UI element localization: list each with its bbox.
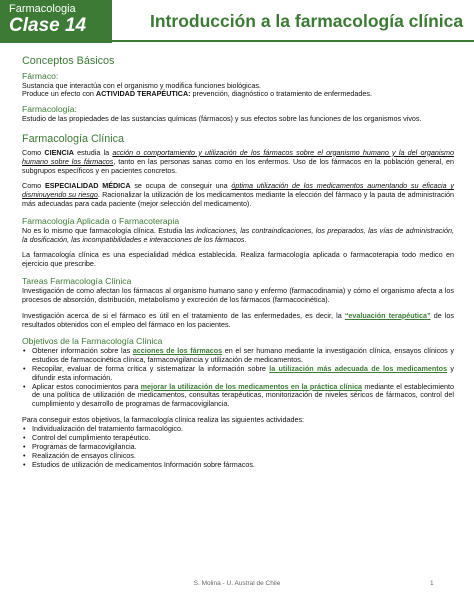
class-number: Clase 14 (9, 15, 87, 36)
heading-farmacologia-clinica: Farmacología Clínica (22, 132, 125, 145)
especialidad-paragraph: La farmacología clínica es una especialidad médica establecida. Realiza farmacología aplicada o farmacoterapia todo medico en ejercicio que prescribe. (22, 250, 454, 269)
page-title: Introducción a la farmacología clínica (150, 11, 464, 31)
heading-tareas: Tareas Farmacología Clínica (22, 276, 132, 287)
page-header (0, 0, 474, 44)
activities-intro: Para conseguir estos objetivos, la farmacología clínica realiza las siguientes actividades: (22, 415, 305, 425)
document-body (22, 55, 454, 470)
subheading-farmacologia: Farmacología: (22, 104, 77, 115)
subheading-farmaco: Fármaco: (22, 71, 59, 81)
list-item: • Estudios de utilización de medicamentos Información sobre fármacos. (22, 461, 454, 470)
list-item: • Aplicar estos conocimientos para mejorar la utilización de los medicamentos en la práctica clínica mediante el establecimiento de una política de utilización de medicamentos, consultas terapéuticas, monitorización de niveles séricos de fármacos, control del cumplimiento y desarrollo de programas de farmacovigilancia. (22, 383, 454, 410)
list-item: • Obtener información sobre las acciones de los fármacos en el ser humano mediante la investigación clínica, ensayos clínicos y estudios de farmacocinética clínica, farmacovigilancia y utilización de medicamentos. (22, 347, 454, 365)
subject-label: Farmacologia (9, 3, 76, 15)
list-item: • Individualización del tratamiento farmacológico. (22, 425, 454, 434)
class-badge (0, 0, 112, 43)
page-number: 1 (430, 580, 434, 587)
objetivos-list (22, 347, 454, 409)
list-item: • Recopilar, evaluar de forma crítica y sistematizar la información sobre la utilización más adecuada de los medicamentos y difundir esta información. (22, 365, 454, 383)
aplicada-paragraph: No es lo mismo que farmacología clínica. Estudia las indicaciones, las contraindicaciones, los preparados, las vías de administración, la dosificación, las incompatibilidades e interacciones de los fármacos. (22, 225, 454, 244)
farmaco-effect: Produce un efecto con ACTIVIDAD TERAPÉUTICA: prevención, diagnóstico o tratamiento de enfermedades. (22, 89, 372, 99)
header-divider (112, 40, 474, 42)
footer-text: S. Molina - U. Austral de Chile (193, 580, 281, 587)
tareas-paragraph-2: Investigación acerca de si el fármaco es útil en el tratamiento de las enfermedades, es decir, la “evaluación terapéutica” de los resultados obtenidos con el empleo del fármaco en los pacientes. (22, 310, 454, 329)
clinica-especialidad-paragraph: Como ESPECIALIDAD MÉDICA se ocupa de conseguir una óptima utilización de los medicamentos aumentando su eficacia y disminuyendo su riesgo. Racionalizar la utilización de los medicamentos mediante la elección del fármaco y la pauta de administración más adecuadas para cada paciente (mejor selección del medicamento). (22, 181, 455, 209)
list-item: • Control del cumplimiento terapéutico. (22, 434, 454, 443)
tareas-paragraph-1: Investigación de como afectan los fármacos al organismo humano sano y enfermo (farmacodinamia) y cómo el organismo afecta a los procesos de absorción, distribución, metabolismo y excreción de los fármacos (farmacocinética). (22, 285, 454, 304)
list-item: • Programas de farmacovigilancia. (22, 443, 454, 452)
list-item: • Realización de ensayos clínicos. (22, 452, 454, 461)
heading-farmacologia-aplicada: Farmacología Aplicada o Farmacoterapia (22, 216, 180, 227)
heading-objetivos: Objetivos de la Farmacología Clínica (22, 336, 163, 347)
activities-list (22, 425, 454, 470)
heading-conceptos: Conceptos Básicos (22, 55, 115, 67)
clinica-ciencia-paragraph: Como CIENCIA estudia la acción o comportamiento y utilización de los fármacos sobre el organismo humano y la del organismo humano sobre los fármacos, tanto en las personas sanas como en los enfermos. Uso de los fármacos en la población general, en subgrupos específicos y en pacientes concretos. (22, 147, 454, 175)
farmaco-definition: Sustancia que interactúa con el organismo y modifica funciones biológicas. (22, 80, 261, 90)
farmacologia-definition: Estudio de las propiedades de las sustancias químicas (fármacos) y sus efectos sobre las funciones de los organismos vivos. (22, 113, 422, 123)
